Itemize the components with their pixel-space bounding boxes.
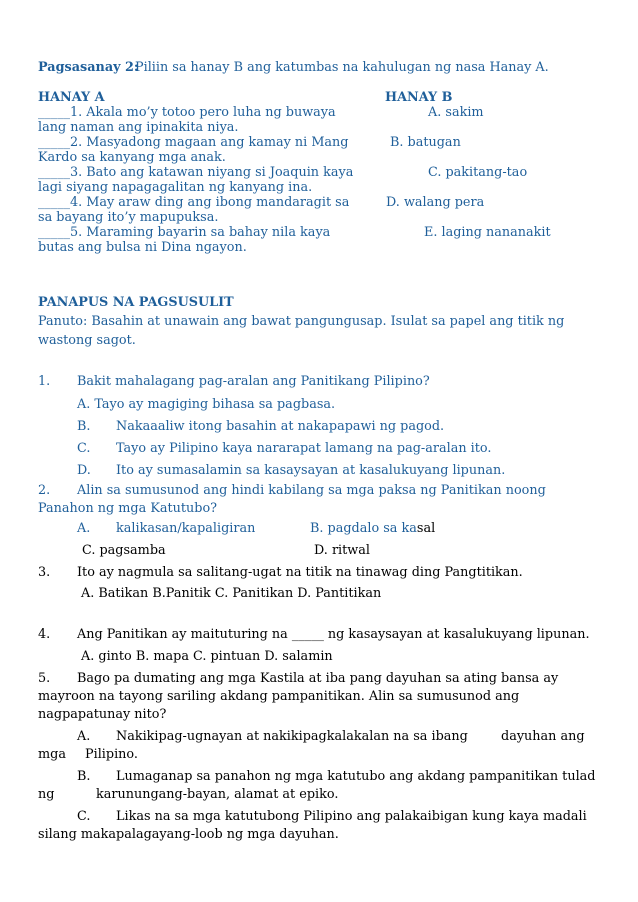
q1-choice-b-letter: B. <box>77 419 91 434</box>
item-a-4-line2: sa bayang ito’y mapupuksa. <box>38 210 219 225</box>
item-b-d: D. walang pera <box>386 195 485 210</box>
q5-choice-b-cont2: karunungang-bayan, alamat at epiko. <box>96 787 339 802</box>
q2-text-line2: Panahon ng mga Katutubo? <box>38 501 218 516</box>
q1-choice-c-letter: C. <box>77 441 91 456</box>
q4-choices: A. ginto B. mapa C. pintuan D. salamin <box>81 649 333 664</box>
item-b-c: C. pakitang-tao <box>428 165 528 180</box>
item-a-2-line1: _____2. Masyadong magaan ang kamay ni Mang <box>38 135 349 150</box>
q5-choice-a-cont1: mga <box>38 747 66 762</box>
q2-choice-c: C. pagsamba <box>82 543 166 558</box>
item-a-5-line1: _____5. Maraming bayarin sa bahay nila kaya <box>38 225 331 240</box>
q3-choices: A. Batikan B.Panitik C. Panitikan D. Pantitikan <box>81 586 382 601</box>
q1-text: Bakit mahalagang pag-aralan ang Panitikang Pilipino? <box>77 374 430 389</box>
item-a-1-line2: lang naman ang ipinakita niya. <box>38 120 239 135</box>
q5-choice-a-letter: A. <box>77 729 91 744</box>
test-instruction-line1: Panuto: Basahin at unawain ang bawat pangungusap. Isulat sa papel ang titik ng <box>38 314 565 329</box>
q2-choice-a-letter: A. <box>77 521 91 536</box>
test-title: PANAPUS NA PAGSUSULIT <box>38 295 234 310</box>
item-a-4-line1: _____4. May araw ding ang ibong mandaragit sa <box>38 195 350 210</box>
q2-choice-d: D. ritwal <box>314 543 370 558</box>
q5-choice-a-tail: dayuhan ang <box>501 729 585 744</box>
item-a-3-line2: lagi siyang napagagalitan ng kanyang ina. <box>38 180 313 195</box>
q1-number: 1. <box>38 374 51 389</box>
q5-choice-b-letter: B. <box>77 769 91 784</box>
item-a-1-line1: _____1. Akala mo’y totoo pero luha ng buwaya <box>38 105 336 120</box>
q5-choice-a: Nakikipag-ugnayan at nakikipagkalakalan na sa ibang <box>116 729 468 744</box>
q5-choice-b: Lumaganap sa panahon ng mga katutubo ang akdang pampanitikan tulad <box>116 769 596 784</box>
item-a-3-line1: _____3. Bato ang katawan niyang si Joaquin kaya <box>38 165 354 180</box>
q4-text: Ang Panitikan ay maituturing na _____ ng kasaysayan at kasalukuyang lipunan. <box>77 627 590 642</box>
q5-text-line2: mayroon na tayong sariling akdang pampanitikan. Alin sa sumusunod ang <box>38 689 520 704</box>
q2-choice-b <box>310 521 435 537</box>
q5-choice-b-cont1: ng <box>38 787 55 802</box>
q5-choice-c: Likas na sa mga katutubong Pilipino ang palakaibigan kung kaya madali <box>116 809 587 824</box>
q1-choice-b: Nakaaaliw itong basahin at nakapapawi ng pagod. <box>116 419 445 434</box>
q5-text-line3: nagpapatunay nito? <box>38 707 167 722</box>
q3-number: 3. <box>38 565 51 580</box>
item-b-b: B. batugan <box>390 135 461 150</box>
column-a-header: HANAY A <box>38 90 105 105</box>
item-a-5-line2: butas ang bulsa ni Dina ngayon. <box>38 240 247 255</box>
exercise-instruction: Piliin sa hanay B ang katumbas na kahulugan ng nasa Hanay A. <box>135 60 549 75</box>
q2-choice-b-suffix: sal <box>416 521 436 536</box>
q1-choice-a: A. Tayo ay magiging bihasa sa pagbasa. <box>77 397 336 412</box>
test-instruction-line2: wastong sagot. <box>38 333 136 348</box>
q5-text: Bago pa dumating ang mga Kastila at iba pang dayuhan sa ating bansa ay <box>77 671 559 686</box>
q1-choice-d-letter: D. <box>77 463 91 478</box>
q3-text: Ito ay nagmula sa salitang-ugat na titik na tinawag ding Pangtitikan. <box>77 565 523 580</box>
q2-choice-b-prefix: B. pagdalo sa ka <box>310 521 417 536</box>
exercise-label: Pagsasanay 2: <box>38 60 139 75</box>
q2-choice-a: kalikasan/kapaligiran <box>116 521 256 536</box>
q2-number: 2. <box>38 483 51 498</box>
q2-text: Alin sa sumusunod ang hindi kabilang sa mga paksa ng Panitikan noong <box>77 483 546 498</box>
q5-choice-c-cont: silang makapalagayang-loob ng mga dayuhan. <box>38 827 339 842</box>
column-b-header: HANAY B <box>385 90 453 105</box>
q5-choice-a-cont2: Pilipino. <box>85 747 138 762</box>
q5-number: 5. <box>38 671 51 686</box>
q1-choice-c: Tayo ay Pilipino kaya nararapat lamang na pag-aralan ito. <box>116 441 492 456</box>
item-b-a: A. sakim <box>428 105 484 120</box>
q1-choice-d: Ito ay sumasalamin sa kasaysayan at kasalukuyang lipunan. <box>116 463 506 478</box>
item-a-2-line2: Kardo sa kanyang mga anak. <box>38 150 226 165</box>
item-b-e: E. laging nananakit <box>424 225 551 240</box>
q5-choice-c-letter: C. <box>77 809 91 824</box>
q4-number: 4. <box>38 627 51 642</box>
